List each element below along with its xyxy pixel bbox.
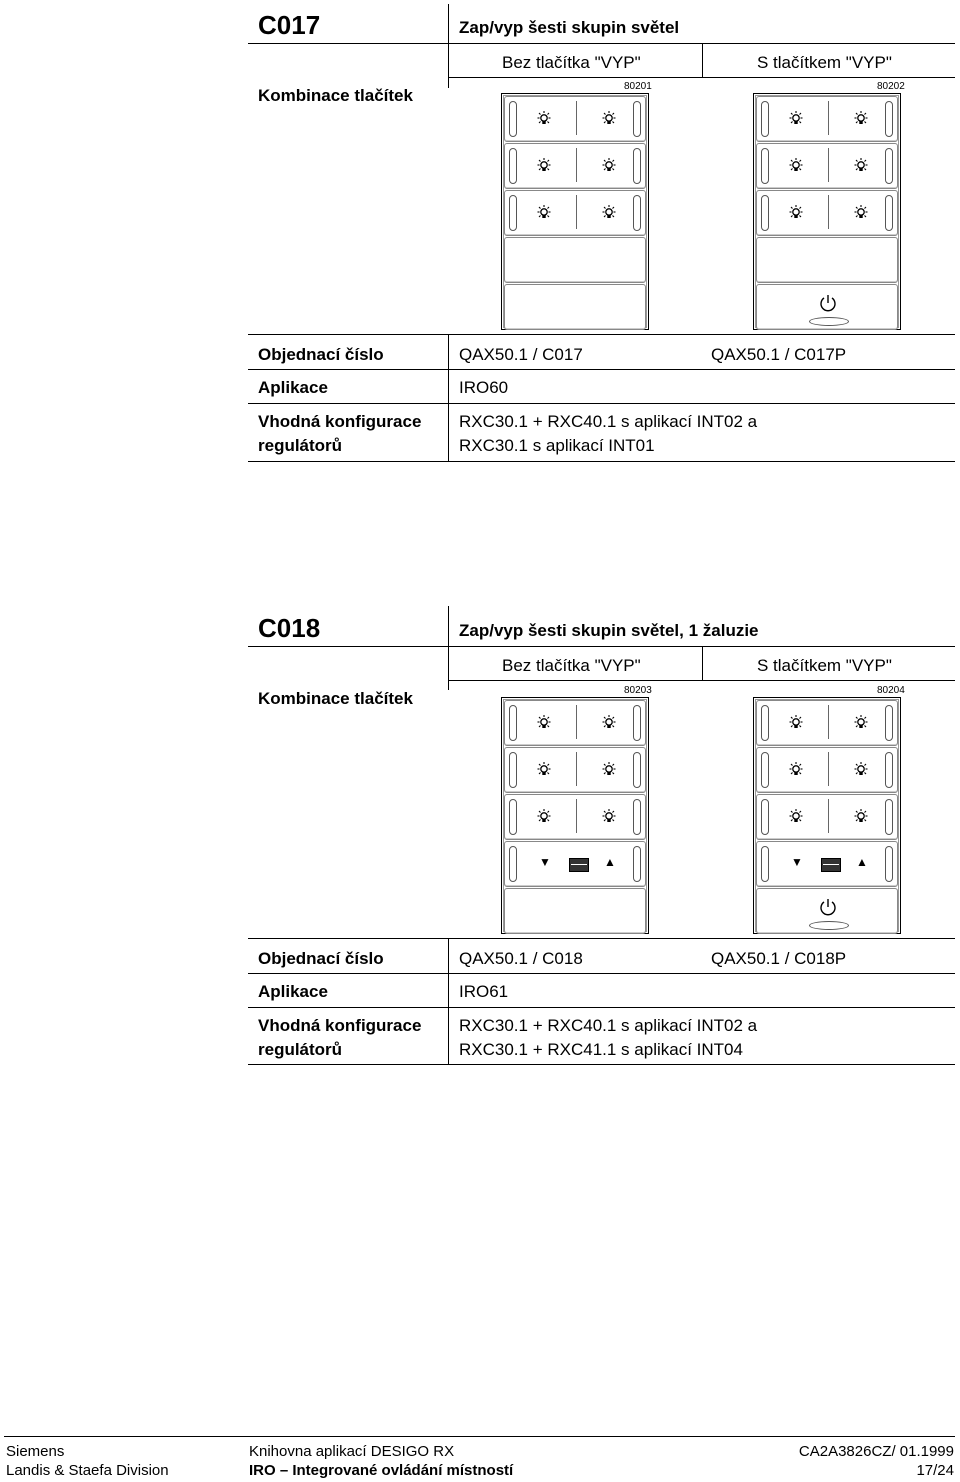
bulb-icon xyxy=(600,110,618,128)
rocker-left xyxy=(509,101,517,137)
bulb-icon xyxy=(787,204,805,222)
divider xyxy=(248,646,448,647)
footer-doc-id: CA2A3826CZ/ 01.1999 xyxy=(798,1443,954,1460)
application-label: Aplikace xyxy=(258,378,328,397)
divider xyxy=(448,334,449,461)
footer-doc-title: IRO – Integrované ovládání místností xyxy=(249,1462,514,1479)
rocker-left xyxy=(509,195,517,231)
arrow-up-icon: ▲ xyxy=(856,855,868,869)
off-button[interactable] xyxy=(756,284,898,330)
section-code: C017 xyxy=(258,10,321,40)
bulb-icon xyxy=(787,714,805,732)
divider xyxy=(448,77,955,78)
rocker-left xyxy=(761,846,769,882)
bulb-icon xyxy=(852,714,870,732)
rocker-right xyxy=(885,101,893,137)
panel-number: 80202 xyxy=(877,81,905,92)
divider xyxy=(448,606,449,690)
light-button-row[interactable] xyxy=(756,794,898,840)
rocker-right xyxy=(633,752,641,788)
rocker-right xyxy=(885,752,893,788)
config-value: RXC30.1 + RXC40.1 s aplikací INT02 a xyxy=(459,412,758,431)
panel-number: 80203 xyxy=(624,685,652,696)
bulb-icon xyxy=(535,157,553,175)
order-number-label: Objednací číslo xyxy=(258,345,384,364)
rocker-right xyxy=(633,846,641,882)
config-value: RXC30.1 + RXC41.1 s aplikací INT04 xyxy=(459,1040,743,1059)
light-button-row[interactable] xyxy=(756,700,898,746)
bulb-icon xyxy=(535,110,553,128)
keypad-panel-80201 xyxy=(501,93,649,330)
light-button-row[interactable] xyxy=(756,190,898,236)
config-value: RXC30.1 + RXC40.1 s aplikací INT02 a xyxy=(459,1016,758,1035)
divider xyxy=(828,195,829,229)
bulb-icon xyxy=(535,808,553,826)
section-title: Zap/vyp šesti skupin světel, 1 žaluzie xyxy=(459,621,759,640)
arrow-down-icon: ▼ xyxy=(791,855,803,869)
rocker-right xyxy=(633,195,641,231)
order-number-b: QAX50.1 / C018P xyxy=(711,949,847,968)
bulb-icon xyxy=(600,714,618,732)
footer-company: Siemens xyxy=(6,1443,65,1460)
rocker-left xyxy=(509,846,517,882)
rocker-right xyxy=(885,846,893,882)
footer-division: Landis & Staefa Division xyxy=(6,1462,169,1479)
bulb-icon xyxy=(535,204,553,222)
rocker-right xyxy=(633,101,641,137)
blank-button[interactable] xyxy=(756,237,898,283)
light-button-row[interactable] xyxy=(504,96,646,142)
light-button-row[interactable] xyxy=(756,96,898,142)
blank-button[interactable] xyxy=(504,284,646,330)
rocker-left xyxy=(509,752,517,788)
footer-library: Knihovna aplikací DESIGO RX xyxy=(249,1443,455,1460)
divider xyxy=(576,195,577,229)
blank-button[interactable] xyxy=(504,888,646,934)
divider xyxy=(248,369,955,370)
bulb-icon xyxy=(852,157,870,175)
keypad-panel-80203 xyxy=(501,697,649,934)
bulb-icon xyxy=(535,761,553,779)
divider xyxy=(248,1064,955,1065)
divider xyxy=(828,705,829,739)
divider xyxy=(248,403,955,404)
arrow-up-icon: ▲ xyxy=(604,855,616,869)
config-label: Vhodná konfigurace xyxy=(258,412,422,431)
divider xyxy=(576,101,577,135)
column-header-without-off: Bez tlačítka "VYP" xyxy=(502,53,641,72)
light-button-row[interactable] xyxy=(504,747,646,793)
bulb-icon xyxy=(787,110,805,128)
bulb-icon xyxy=(535,714,553,732)
divider xyxy=(576,705,577,739)
application-value: IRO61 xyxy=(459,982,509,1001)
rocker-left xyxy=(509,799,517,835)
config-label: regulátorů xyxy=(258,436,343,455)
rocker-right xyxy=(885,195,893,231)
bulb-icon xyxy=(787,761,805,779)
rocker-left xyxy=(761,195,769,231)
divider xyxy=(828,101,829,135)
panel-number: 80201 xyxy=(624,81,652,92)
section-title: Zap/vyp šesti skupin světel xyxy=(459,18,680,37)
divider xyxy=(828,799,829,833)
panel-number: 80204 xyxy=(877,685,905,696)
section-code: C018 xyxy=(258,613,321,643)
bulb-icon xyxy=(852,761,870,779)
config-value: RXC30.1 s aplikací INT01 xyxy=(459,436,655,455)
rocker-right xyxy=(885,799,893,835)
rocker-left xyxy=(761,752,769,788)
rocker-left xyxy=(509,705,517,741)
light-button-row[interactable] xyxy=(756,747,898,793)
blind-icon xyxy=(821,858,841,872)
light-button-row[interactable] xyxy=(504,190,646,236)
divider xyxy=(576,752,577,786)
arrow-down-icon: ▼ xyxy=(539,855,551,869)
keypad-panel-80202 xyxy=(753,93,901,330)
order-number-a: QAX50.1 / C017 xyxy=(459,345,583,364)
footer-page-number: 17/24 xyxy=(916,1462,954,1479)
column-header-with-off: S tlačítkem "VYP" xyxy=(757,656,892,675)
light-button-row[interactable] xyxy=(504,794,646,840)
blind-icon xyxy=(569,858,589,872)
divider xyxy=(248,334,955,335)
divider xyxy=(702,646,703,680)
rocker-left xyxy=(761,101,769,137)
order-number-b: QAX50.1 / C017P xyxy=(711,345,847,364)
rocker-right xyxy=(633,148,641,184)
footer-rule xyxy=(4,1436,955,1437)
combo-label: Kombinace tlačítek xyxy=(258,86,413,105)
divider xyxy=(248,973,955,974)
led-indicator xyxy=(809,921,849,930)
bulb-icon xyxy=(852,204,870,222)
off-button[interactable] xyxy=(756,888,898,934)
divider xyxy=(576,148,577,182)
rocker-left xyxy=(761,799,769,835)
divider xyxy=(702,43,703,77)
divider xyxy=(448,4,449,88)
light-button-row[interactable] xyxy=(504,700,646,746)
divider xyxy=(248,1007,955,1008)
light-button-row[interactable] xyxy=(504,143,646,189)
divider xyxy=(448,938,449,1065)
column-header-with-off: S tlačítkem "VYP" xyxy=(757,53,892,72)
divider xyxy=(576,799,577,833)
rocker-right xyxy=(885,705,893,741)
divider xyxy=(248,461,955,462)
config-label: Vhodná konfigurace xyxy=(258,1016,422,1035)
power-icon xyxy=(818,293,838,313)
blind-button-row[interactable] xyxy=(504,841,646,887)
bulb-icon xyxy=(852,110,870,128)
rocker-right xyxy=(633,705,641,741)
rocker-left xyxy=(509,148,517,184)
rocker-right xyxy=(633,799,641,835)
order-number-label: Objednací číslo xyxy=(258,949,384,968)
power-icon xyxy=(818,897,838,917)
divider xyxy=(828,148,829,182)
config-label: regulátorů xyxy=(258,1040,343,1059)
order-number-a: QAX50.1 / C018 xyxy=(459,949,583,968)
combo-label: Kombinace tlačítek xyxy=(258,689,413,708)
divider xyxy=(448,680,955,681)
blank-button[interactable] xyxy=(504,237,646,283)
led-indicator xyxy=(809,317,849,326)
divider xyxy=(248,43,448,44)
divider xyxy=(828,752,829,786)
bulb-icon xyxy=(600,761,618,779)
application-label: Aplikace xyxy=(258,982,328,1001)
bulb-icon xyxy=(600,204,618,222)
application-value: IRO60 xyxy=(459,378,509,397)
light-button-row[interactable] xyxy=(756,143,898,189)
bulb-icon xyxy=(787,808,805,826)
keypad-panel-80204 xyxy=(753,697,901,934)
blind-button-row[interactable] xyxy=(756,841,898,887)
bulb-icon xyxy=(600,808,618,826)
rocker-left xyxy=(761,148,769,184)
divider xyxy=(248,938,955,939)
bulb-icon xyxy=(852,808,870,826)
column-header-without-off: Bez tlačítka "VYP" xyxy=(502,656,641,675)
bulb-icon xyxy=(787,157,805,175)
bulb-icon xyxy=(600,157,618,175)
rocker-right xyxy=(885,148,893,184)
rocker-left xyxy=(761,705,769,741)
